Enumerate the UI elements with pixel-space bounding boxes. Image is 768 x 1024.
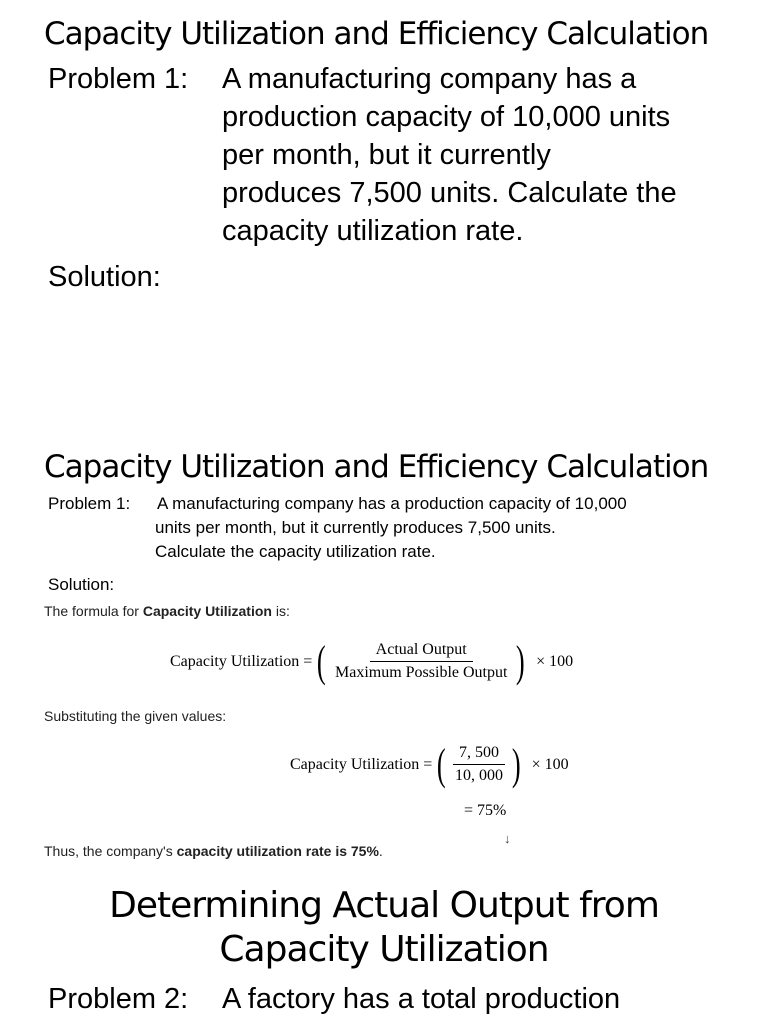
substitution-formula <box>290 739 569 790</box>
formula-intro-bold: Capacity Utilization <box>142 603 272 619</box>
conclusion-text <box>44 843 383 859</box>
conclusion-suffix: . <box>378 843 383 859</box>
substitution-multiplier: × 100 <box>531 755 569 773</box>
slide1-problem-line: produces 7,500 units. Calculate the <box>222 177 677 209</box>
substitution-result: = 75% <box>464 802 507 819</box>
left-paren: ( <box>437 740 447 789</box>
formula-denominator: Maximum Possible Output <box>334 664 508 681</box>
formula-intro <box>44 603 290 619</box>
slide1-problem-line: capacity utilization rate. <box>222 215 524 247</box>
formula-fraction <box>329 641 513 682</box>
slide2-problem-line: Calculate the capacity utilization rate. <box>155 542 436 561</box>
formula-intro-suffix: is: <box>271 603 290 619</box>
conclusion-bold: capacity utilization rate is 75% <box>176 843 379 859</box>
slide1-problem-line: A manufacturing company has a <box>222 63 637 95</box>
substitution-fraction <box>449 744 509 785</box>
formula-lhs: Capacity Utilization = <box>170 652 313 670</box>
substitution-lhs: Capacity Utilization = <box>290 755 433 773</box>
slide1-problem-line: production capacity of 10,000 units <box>222 101 671 133</box>
slide3-title-line1: Determining Actual Output from <box>109 885 659 926</box>
slide3-problem-text: A factory has a total production <box>222 983 621 1015</box>
slide2-solution-label: Solution: <box>48 575 115 594</box>
slide1-solution-label: Solution: <box>48 261 161 293</box>
slide2-title: Capacity Utilization and Efficiency Calculation <box>44 449 709 485</box>
slide1-problem-label: Problem 1: <box>48 63 189 95</box>
slide2-problem-line: A manufacturing company has a production capacity of 10,000 <box>157 494 627 513</box>
slide3-title-line2: Capacity Utilization <box>219 929 549 970</box>
slide2-problem-line: units per month, but it currently produces 7,500 units. <box>155 518 556 537</box>
right-paren: ) <box>516 637 526 686</box>
substituting-label: Substituting the given values: <box>44 708 227 724</box>
formula-numerator: Actual Output <box>370 641 473 662</box>
slide1-title: Capacity Utilization and Efficiency Calculation <box>44 16 709 52</box>
formula-multiplier: × 100 <box>536 652 574 670</box>
left-paren: ( <box>317 637 327 686</box>
scroll-down-icon[interactable]: ↓ <box>504 831 511 846</box>
substitution-denominator: 10, 000 <box>454 767 503 784</box>
formula-intro-prefix: The formula for <box>44 603 143 619</box>
right-paren: ) <box>511 740 521 789</box>
slide2-problem-label: Problem 1: <box>48 494 131 513</box>
substitution-numerator: 7, 500 <box>453 744 505 765</box>
capacity-formula <box>170 636 573 687</box>
conclusion-prefix: Thus, the company's <box>44 843 177 859</box>
slide3-problem-label: Problem 2: <box>48 983 189 1015</box>
slide1-problem-line: per month, but it currently <box>222 139 551 171</box>
